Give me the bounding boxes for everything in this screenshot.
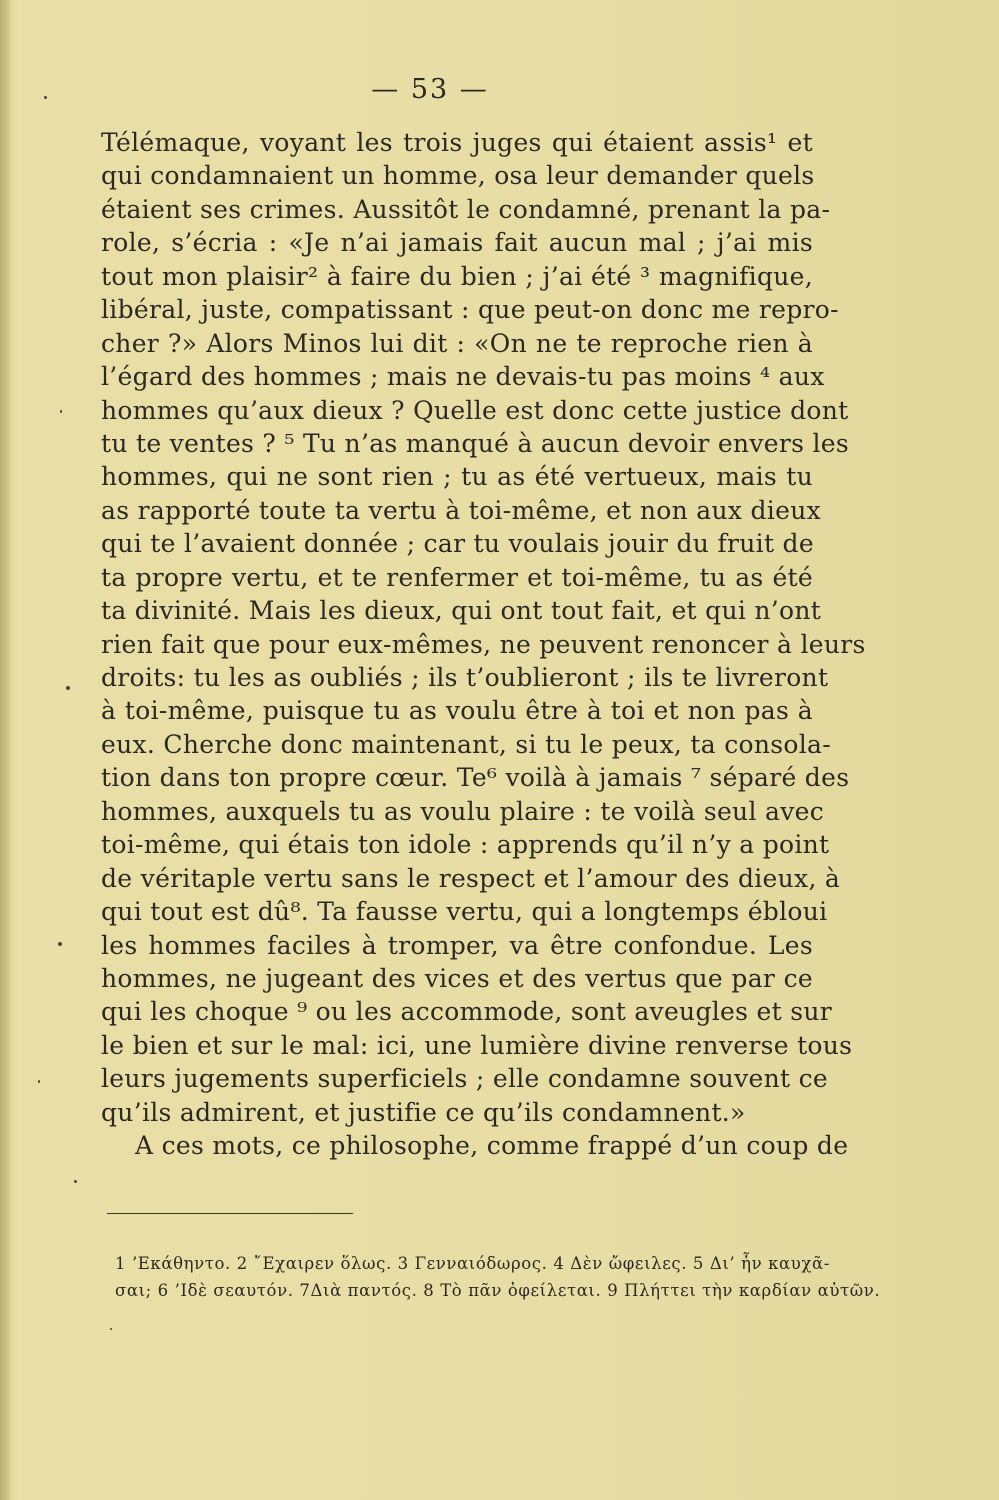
text-line: qui condamnaient un homme, osa leur demander quels [101, 161, 815, 191]
text-line: libéral, juste, compatissant : que peut-on donc me repro- [101, 295, 839, 325]
text-line: ta divinité. Mais les dieux, qui ont tout fait, et qui n’ont [101, 596, 822, 626]
text-line: à toi-même, puisque tu as voulu être à toi et non pas à [101, 696, 813, 726]
text-line: hommes, auxquels tu as voulu plaire : te voilà seul avec [101, 796, 825, 826]
text-line: le bien et sur le mal: ici, une lumière divine renverse tous [101, 1030, 853, 1060]
text-line: leurs jugements superficiels ; elle condamne souvent ce [101, 1064, 828, 1094]
text-line: role, s’écria : «Je n’ai jamais fait aucun mal ; j’ai mis [101, 228, 813, 258]
text-line: qui te l’avaient donnée ; car tu voulais jouir du fruit de [101, 529, 814, 559]
text-line: eux. Cherche donc maintenant, si tu le peux, ta consola- [101, 729, 831, 759]
text-line: tion dans ton propre cœur. Te⁶ voilà à jamais ⁷ séparé des [101, 763, 850, 793]
body-text [101, 126, 866, 1163]
text-line: tout mon plaisir² à faire du bien ; j’ai été ³ magnifique, [101, 261, 813, 291]
paper-speck [66, 686, 70, 690]
paper-speck [110, 1328, 112, 1330]
text-line: qu’ils admirent, et justifie ce qu’ils condamnent.» [101, 1097, 746, 1127]
text-line: de véritaple vertu sans le respect et l’amour des dieux, à [101, 863, 841, 893]
text-line: hommes, qui ne sont rien ; tu as été vertueux, mais tu [101, 462, 813, 492]
text-line: as rapporté toute ta vertu à toi-même, et non aux dieux [101, 495, 822, 525]
text-line: toi-même, qui étais ton idole : apprends qu’il n’y a point [101, 830, 830, 860]
text-line: l’égard des hommes ; mais ne devais-tu pas moins ⁴ aux [101, 362, 825, 392]
text-line: Télémaque, voyant les trois juges qui étaient assis¹ et [101, 128, 813, 157]
text-line: les hommes faciles à tromper, va être confondue. Les [101, 930, 813, 960]
text-line: droits: tu les as oubliés ; ils t’oublieront ; ils te livreront [101, 663, 829, 692]
text-line: cher ?» Alors Minos lui dit : «On ne te reproche rien à [101, 328, 813, 358]
footnote-line: 1 ’Εκάθηντο. 2 ῎Εχαιρεν ὅλως. 3 Γενναιόδωρος. 4 Δὲν ὤφειλες. 5 Δι’ ἧν καυχᾶ- [115, 1254, 830, 1273]
text-line: étaient ses crimes. Aussitôt le condamné, prenant la pa- [101, 194, 831, 224]
footnote-line: σαι; 6 ’Ιδὲ σεαυτόν. 7Διὰ παντός. 8 Τὸ πᾶν ὀφείλεται. 9 Πλήττει τὴν καρδίαν αὐτῶν. [115, 1281, 881, 1300]
binding-gutter [0, 0, 10, 1500]
footnote-rule [107, 1213, 353, 1214]
paper-speck [44, 96, 47, 99]
text-line: hommes, ne jugeant des vices et des vertus que par ce [101, 963, 813, 993]
text-line: A ces mots, ce philosophe, comme frappé d’un coup de [135, 1131, 849, 1161]
footnotes [115, 1250, 881, 1304]
paper-speck [58, 942, 62, 946]
paper-speck [60, 410, 62, 413]
text-line: rien fait que pour eux-mêmes, ne peuvent renoncer à leurs [101, 629, 866, 659]
text-line: qui les choque ⁹ ou les accommode, sont aveugles et sur [101, 997, 833, 1027]
text-line: qui tout est dû⁸. Ta fausse vertu, qui a longtemps ébloui [101, 897, 828, 927]
text-line: hommes qu’aux dieux ? Quelle est donc cette justice dont [101, 395, 849, 425]
text-line: tu te ventes ? ⁵ Tu n’as manqué à aucun devoir envers les [101, 428, 849, 458]
paper-speck [74, 1180, 77, 1183]
paper-speck [38, 1080, 40, 1083]
text-line: ta propre vertu, et te renfermer et toi-même, tu as été [101, 562, 813, 592]
page-number: — 53 — [371, 74, 489, 105]
